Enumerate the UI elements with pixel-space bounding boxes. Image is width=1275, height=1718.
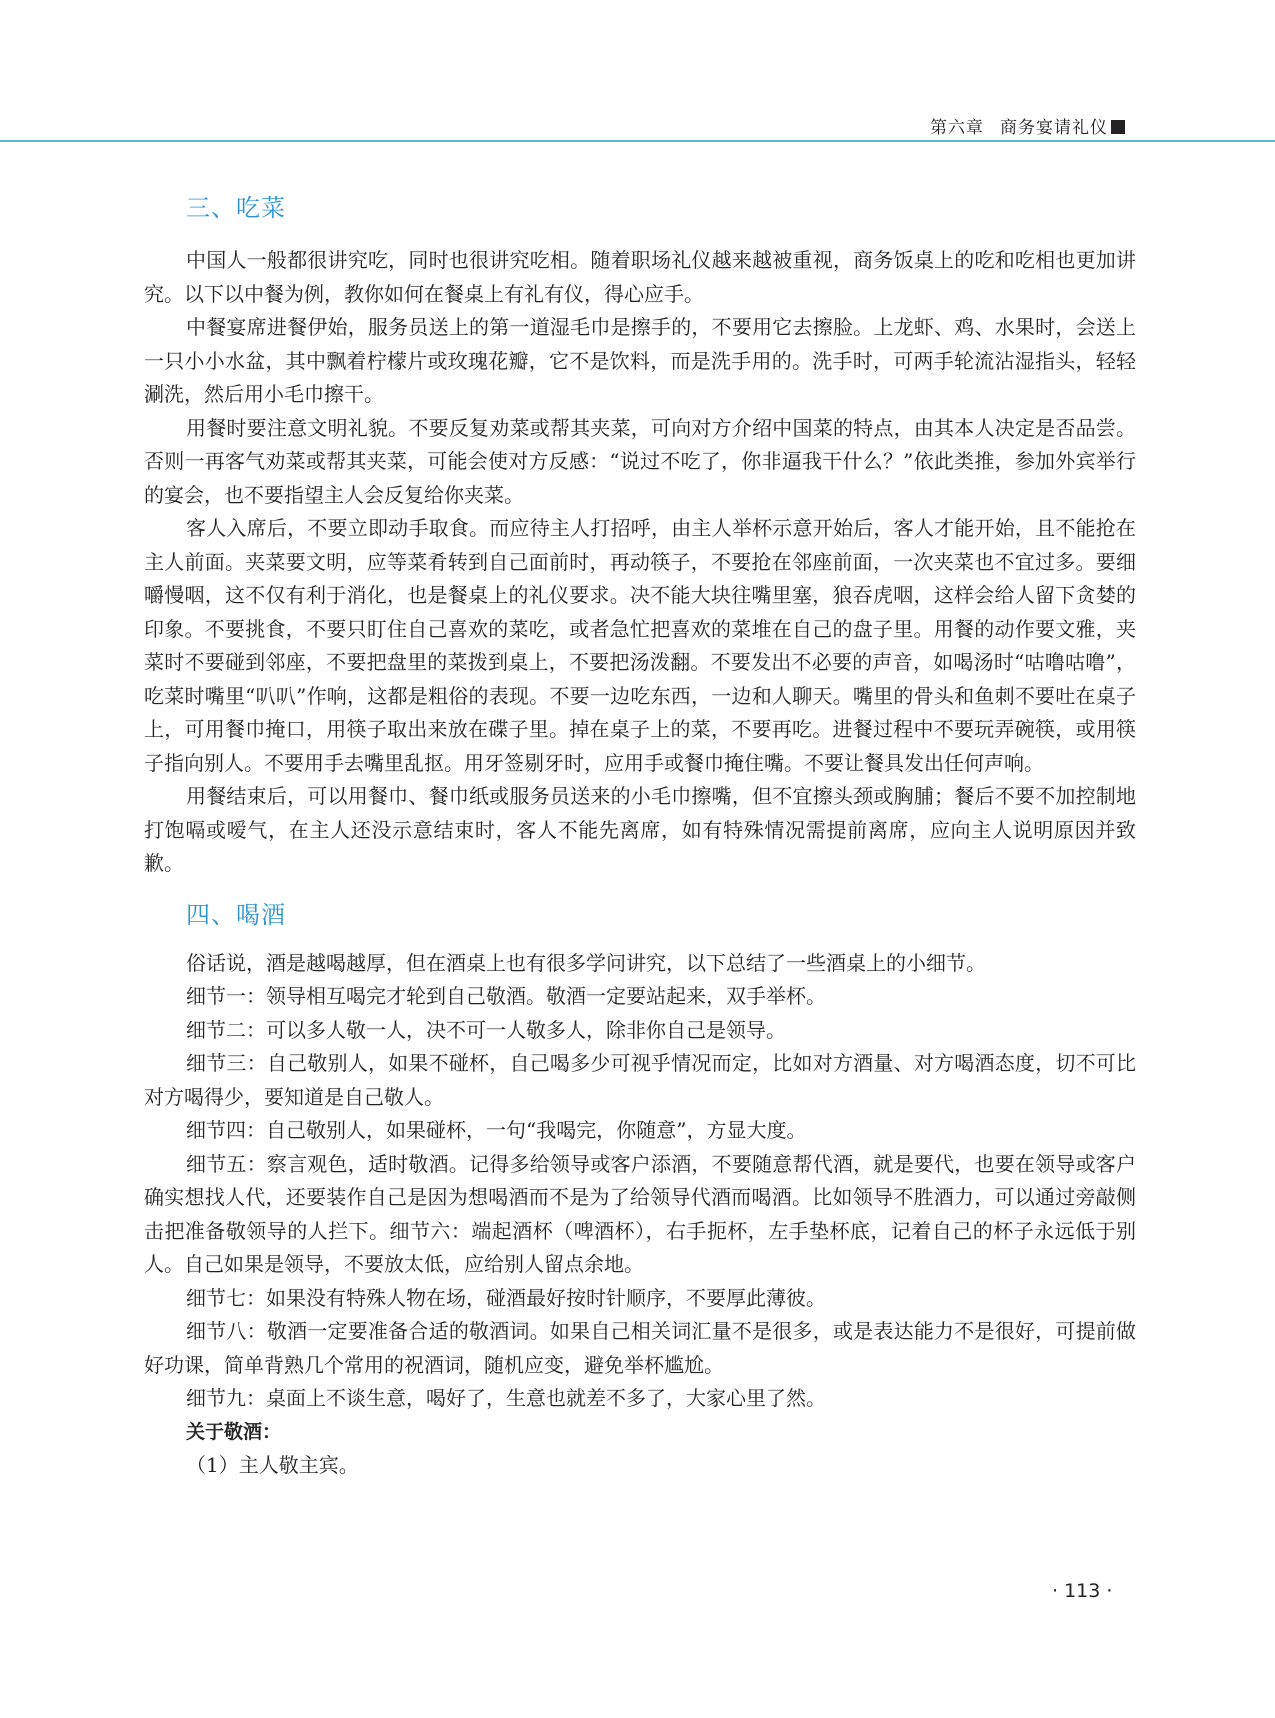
paragraph: 细节二：可以多人敬一人，决不可一人敬多人，除非你自己是领导。 (186, 1017, 786, 1042)
paragraph: 中国人一般都很讲究吃，同时也很讲究吃相。随着职场礼仪越来越被重视，商务饭桌上的吃和吃相也更加讲究。以下以中餐为例，教你如何在餐桌上有礼有仪，得心应手。 (144, 248, 1136, 306)
paragraph: 细节九：桌面上不谈生意，喝好了，生意也就差不多了，大家心里了然。 (186, 1386, 826, 1410)
paragraph: 细节三：自己敬别人，如果不碰杯，自己喝多少可视乎情况而定，比如对方酒量、对方喝酒态度，切不可比对方喝得少，要知道是自己敬人。 (144, 1051, 1136, 1109)
paragraph: 俗话说，酒是越喝越厚，但在酒桌上也有很多学问讲究，以下总结了一些酒桌上的小细节。 (186, 950, 986, 975)
chapter-title: 商务宴请礼仪 (1000, 118, 1108, 138)
paragraph: 细节七：如果没有特殊人物在场，碰酒最好按时针顺序，不要厚此薄彼。 (186, 1285, 826, 1310)
header-rule (0, 140, 1275, 142)
page-number: · 113 · (1052, 1580, 1113, 1602)
paragraph: 用餐结束后，可以用餐巾、餐巾纸或服务员送来的小毛巾擦嘴，但不宜擦头颈或胸脯；餐后不要不加控制地打饱嗝或嗳气，在主人还没示意结束时，客人不能先离席，如有特殊情况需提前离席，应向主人说明原因并致歉。 (144, 784, 1136, 875)
paragraph: 客人入席后，不要立即动手取食。而应待主人打招呼，由主人举杯示意开始后，客人才能开始，且不能抢在主人前面。夹菜要文明，应等菜肴转到自己面前时，再动筷子，不要抢在邻座前面，一次夹菜也不宜过多。要细嚼慢咽，这不仅有利于消化，也是餐桌上的礼仪要求。决不能大块往嘴里塞，狼吞虎咽，这样会给人留下贪婪的印象。不要挑食，不要只盯住自己喜欢的菜吃，或者急忙把喜欢的菜堆在自己的盘子里。用餐的动作要文雅，夹菜时不要碰到邻座，不要把盘里的菜拨到桌上，不要把汤泼翻。不要发出不必要的声音，如喝汤时“咕噜咕噜”，吃菜时嘴里“叭叭”作响，这都是粗俗的表现。不要一边吃东西，一边和人聊天。嘴里的骨头和鱼刺不要吐在桌子上，可用餐巾掩口，用筷子取出来放在碟子里。掉在桌子上的菜，不要再吃。进餐过程中不要玩弄碗筷，或用筷子指向别人。不要用手去嘴里乱抠。用牙签剔牙时，应用手或餐巾掩住嘴。不要让餐具发出任何声响。 (144, 516, 1136, 775)
running-header (930, 113, 1125, 138)
paragraph: 细节八：敬酒一定要准备合适的敬酒词。如果自己相关词汇量不是很多，或是表达能力不是很好，可提前做好功课，简单背熟几个常用的祝酒词，随机应变，避免举杯尴尬。 (144, 1319, 1136, 1377)
paragraph: 细节四：自己敬别人，如果碰杯，一句“我喝完，你随意”，方显大度。 (186, 1118, 807, 1142)
header-square-icon (1111, 120, 1125, 134)
page-body (144, 190, 1136, 1483)
paragraph: 细节五：察言观色，适时敬酒。记得多给领导或客户添酒，不要随意帮代酒，就是要代，也要在领导或客户确实想找人代，还要装作自己是因为想喝酒而不是为了给领导代酒而喝酒。比如领导不胜酒力，可以通过旁敲侧击把准备敬领导的人拦下。细节六：端起酒杯（啤酒杯），右手扼杯，左手垫杯底，记着自己的杯子永远低于别人。自己如果是领导，不要放太低，应给别人留点余地。 (144, 1151, 1136, 1276)
paragraph: 用餐时要注意文明礼貌。不要反复劝菜或帮其夹菜，可向对方介绍中国菜的特点，由其本人决定是否品尝。否则一再客气劝菜或帮其夹菜，可能会使对方反感：“说过不吃了，你非逼我干什么？”依此类推，参加外宾举行的宴会，也不要指望主人会反复给你夹菜。 (144, 415, 1136, 507)
paragraph: 中餐宴席进餐伊始，服务员送上的第一道湿毛巾是擦手的，不要用它去擦脸。上龙虾、鸡、水果时，会送上一只小小水盆，其中飘着柠檬片或玫瑰花瓣，它不是饮料，而是洗手用的。洗手时，可两手轮流沾湿指头，轻轻涮洗，然后用小毛巾擦干。 (144, 315, 1136, 406)
list-item: （1）主人敬主宾。 (186, 1453, 359, 1477)
chapter-label: 第六章 (930, 118, 984, 138)
paragraph: 细节一：领导相互喝完才轮到自己敬酒。敬酒一定要站起来，双手举杯。 (186, 984, 826, 1008)
subheading-toasting: 关于敬酒： (186, 1420, 282, 1443)
section-title-drinking: 四、喝酒 (186, 900, 286, 929)
section-title-eating: 三、吃菜 (186, 194, 286, 222)
